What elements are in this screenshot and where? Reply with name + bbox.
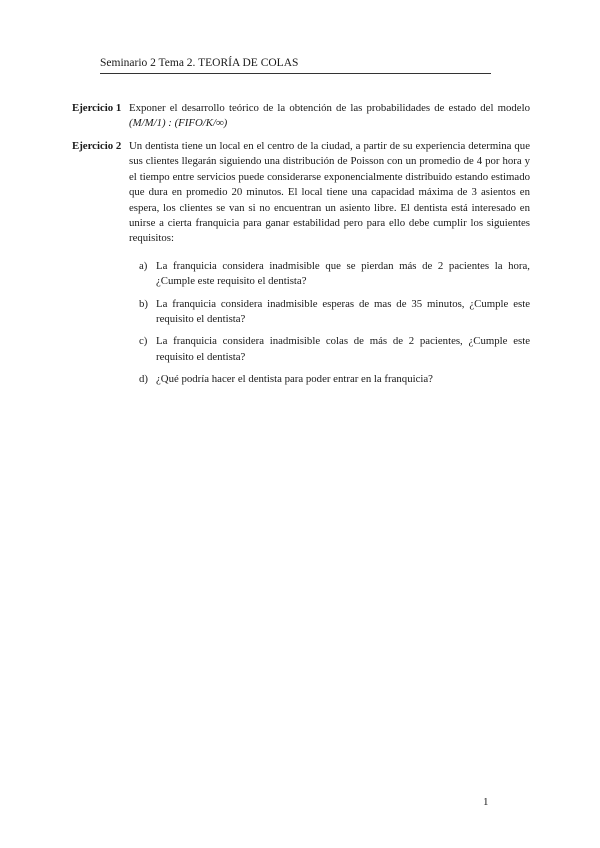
list-item (139, 297, 530, 328)
page-header (100, 55, 491, 74)
list-item (139, 259, 530, 290)
page-number: 1 (483, 796, 489, 808)
header-title: Seminario 2 Tema 2. TEORÍA DE COLAS (100, 57, 299, 69)
exercise-1 (72, 101, 530, 132)
list-item-text: La franquicia considera inadmisible colas de más de 2 pacientes, ¿Cumple este requisito el dentista? (156, 335, 530, 363)
list-item (139, 334, 530, 365)
exercise-2 (72, 139, 530, 395)
list-item-text: La franquicia considera inadmisible que se pierdan más de 2 pacientes la hora, ¿Cumple este requisito el dentista? (156, 259, 530, 288)
list-item-marker: b) (139, 297, 148, 310)
list-item-marker: c) (139, 335, 148, 348)
list-item-text: ¿Qué podría hacer el dentista para poder entrar en la franquicia? (156, 373, 433, 386)
exercise-2-text: Un dentista tiene un local en el centro de la ciudad, a partir de su experiencia determina que sus clientes llegarán siguiendo una distribución de Poisson con un promedio de 4 por hora y el tiempo entre servicios puede considerarse exponencialmente distribuido estando estimado que dura en promedio 20 minutos. El local tiene una capacidad máxima de 3 asientos en espera, los clientes se van si no encuentran un asiento libre. El dentista está interesado en unirse a cierta franquicia para ganar estabilidad pero para ello debe cumplir los siguientes requisitos: (129, 140, 530, 245)
exercise-2-body (129, 139, 530, 388)
exercise-1-text: Exponer el desarrollo teórico de la obtención de las probabilidades de estado del modelo (129, 102, 530, 114)
list-item-marker: a) (139, 259, 148, 272)
exercise-2-subitems (129, 259, 530, 388)
exercise-2-label: Ejercicio 2 (72, 140, 122, 152)
exercise-1-math: (M/M/1) : (FIFO/K/∞) (129, 117, 228, 130)
exercise-1-label: Ejercicio 1 (72, 102, 122, 114)
exercise-1-body (129, 101, 530, 132)
list-item-marker: d) (139, 373, 148, 386)
list-item-text: La franquicia considera inadmisible esperas de mas de 35 minutos, ¿Cumple este requisito el dentista? (156, 297, 530, 326)
list-item (139, 372, 530, 387)
